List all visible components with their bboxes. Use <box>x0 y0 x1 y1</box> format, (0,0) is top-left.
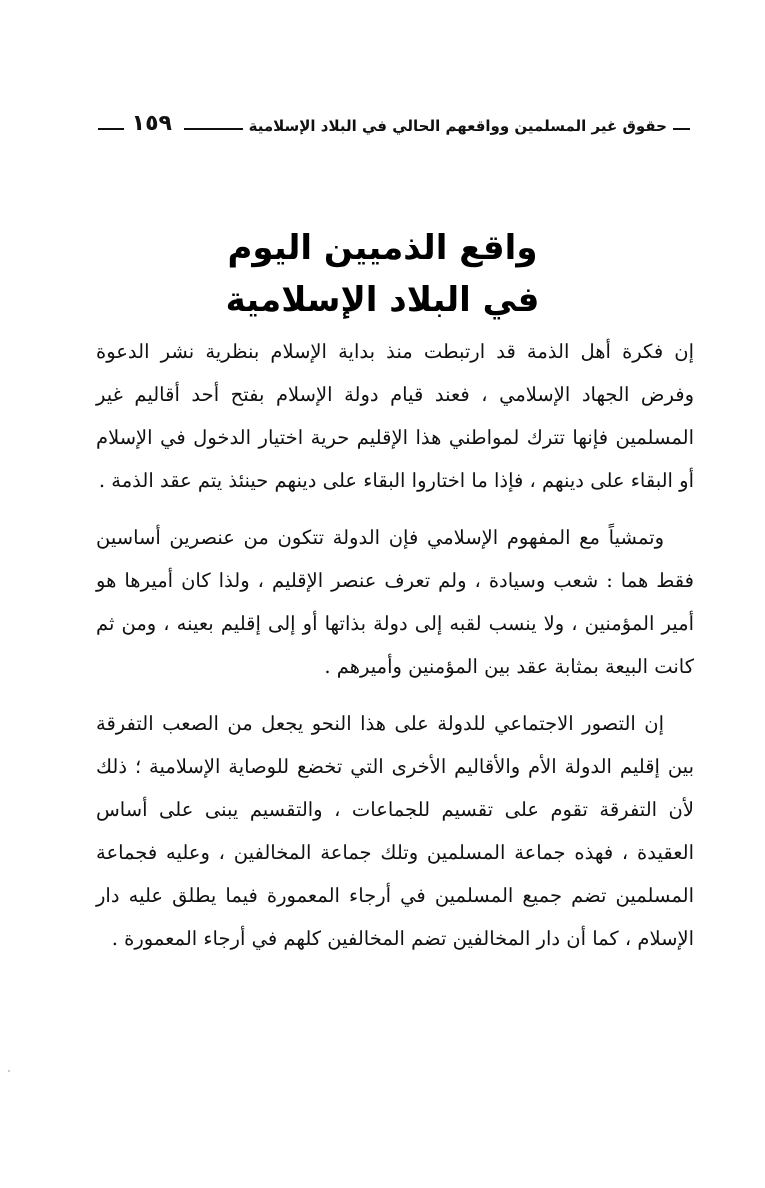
chapter-title-line-1: واقع الذميين اليوم <box>227 228 538 268</box>
paragraph-3: إن التصور الاجتماعي للدولة على هذا النحو يجعل من الصعب التفرقة بين إقليم الدولة الأم والأقاليم الأخرى التي تخضع للوصاية الإسلامية ؛ ذلك لأن التفرقة تقوم على تقسيم للجماعات ، والتقسيم يبنى على أساس العقيدة ، فهذه جماعة المسلمين وتلك جماعة المخالفين ، وعليه فجماعة المسلمين تضم جميع المسلمين في أرجاء المعمورة فيما يطلق عليه دار الإسلام ، كما أن دار المخالفين تضم المخالفين كلهم في أرجاء المعمورة . <box>96 712 694 950</box>
running-header <box>98 96 690 136</box>
scan-speck <box>8 1070 10 1072</box>
running-title: حقوق غير المسلمين وواقعهم الحالي في البلاد الإسلامية <box>248 117 667 135</box>
page-number: ١٥٩ <box>131 111 172 136</box>
header-rule-right <box>673 128 690 130</box>
paragraph-1: إن فكرة أهل الذمة قد ارتبطت منذ بداية الإسلام بنظرية نشر الدعوة وفرض الجهاد الإسلامي ، فعند قيام دولة الإسلام بفتح أحد أقاليم غير المسلمين فإنها تترك لمواطني هذا الإقليم حرية اختيار الدخول في الإسلام أو البقاء على دينهم ، فإذا ما اختاروا البقاء على دينهم حينئذ يتم عقد الذمة . <box>96 340 694 492</box>
paragraph-2: وتمشياً مع المفهوم الإسلامي فإن الدولة تتكون من عنصرين أساسين فقط هما : شعب وسيادة ، ولم تعرف عنصر الإقليم ، ولذا كان أميرها هو أمير المؤمنين ، ولا ينسب لقبه إلى دولة بذاتها أو إلى إقليم بعينه ، ومن ثم كانت البيعة بمثابة عقد بين المؤمنين وأميرهم . <box>96 526 694 678</box>
chapter-title <box>150 222 615 326</box>
header-rule-middle <box>184 128 243 130</box>
header-rule-left <box>98 128 124 130</box>
chapter-title-line-2: في البلاد الإسلامية <box>225 280 540 320</box>
body-text <box>96 330 694 974</box>
